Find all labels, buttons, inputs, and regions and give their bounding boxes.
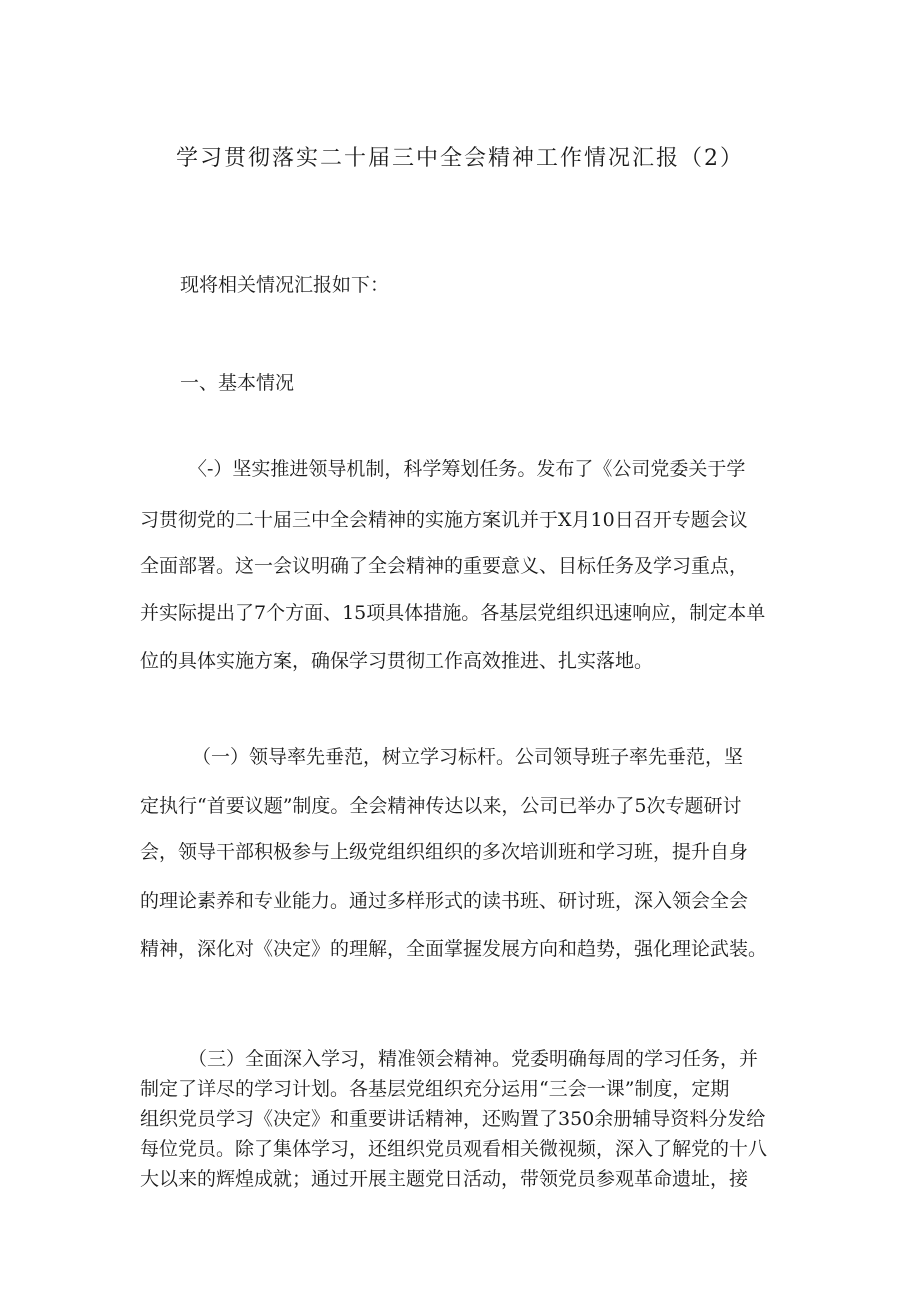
section-3-line: （三）全面深入学习，精准领会精神。党委明确每周的学习任务，并 [188,1048,759,1070]
section-1-line: 习贯彻党的二十届三中全会精神的实施方案讥并于X月10日召开专题会议 [140,509,748,531]
section-2-line: 会，领导干部积极参与上级党组织组织的多次培训班和学习班，提升自身 [140,841,749,863]
section-2-line: 精神，深化对《决定》的理解，全面掌握发展方向和趋势，强化理论武装。 [140,938,768,960]
intro-paragraph: 现将相关情况汇报如下： [180,274,390,296]
section-1-line: 位的具体实施方案，确保学习贯彻工作高效推进、扎实落地。 [140,650,654,672]
section-2-line: 的理论素养和专业能力。通过多样形式的读书班、研讨班，深入领会全会 [140,890,749,912]
section-2-line: （一）领导率先垂范，树立学习标杆。公司领导班子率先垂范，坚 [192,746,744,768]
section-1-line: 全面部署。这一会议明确了全会精神的重要意义、目标任务及学习重点， [140,555,749,577]
section-3-line: 大以来的辉煌成就；通过开展主题党日活动，带领党员参观革命遗址，接 [140,1168,749,1190]
section-1-line: 并实际提出了7个方面、15项具体措施。各基层党组织迅速响应，制定本单 [140,602,766,624]
document-title: 学习贯彻落实二十届三中全会精神工作情况汇报（2） [176,146,744,171]
heading-basic-situation: 一、基本情况 [180,372,295,394]
section-3-line: 每位党员。除了集体学习，还组织党员观看相关微视频，深入了解党的十八 [140,1138,768,1160]
section-3-line: 组织党员学习《决定》和重要讲话精神，还购置了350余册辅导资料分发给 [140,1108,766,1130]
section-2-line: 定执行“首要议题”制度。全会精神传达以来，公司已举办了5次专题研讨 [140,795,742,817]
section-3-line: 制定了详尽的学习计划。各基层党组织充分运用“三会一课”制度，定期 [140,1078,730,1100]
section-1-line: 〈-）坚实推进领导机制，科学筹划任务。发布了《公司党委关于学 [188,458,746,480]
